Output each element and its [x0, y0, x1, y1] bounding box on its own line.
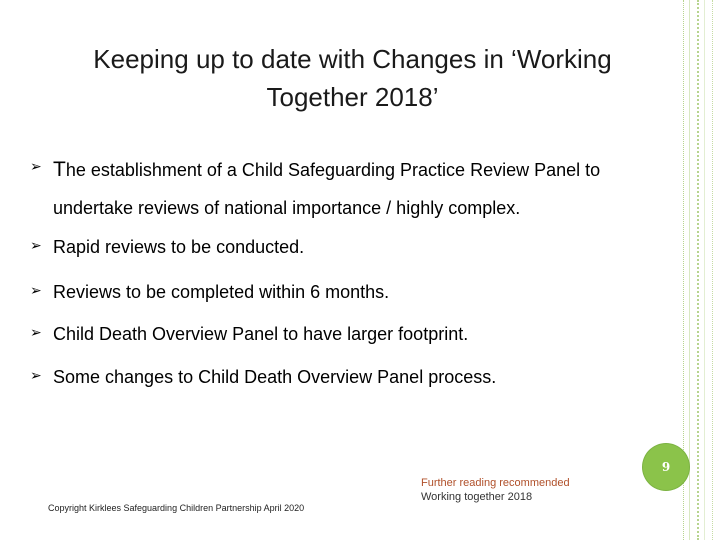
- footer-copyright: Copyright Kirklees Safeguarding Children Partnership April 2020: [48, 503, 305, 513]
- decorative-line: [712, 0, 713, 540]
- arrow-bullet-icon: ➢: [30, 367, 42, 383]
- bullet-continuation: undertake reviews of national importance / highly complex.: [53, 198, 521, 218]
- arrow-bullet-icon: ➢: [30, 158, 42, 174]
- arrow-bullet-icon: ➢: [30, 324, 42, 340]
- bullet-text: Reviews to be completed within 6 months.: [53, 282, 390, 302]
- arrow-bullet-icon: ➢: [30, 237, 42, 253]
- bullet-text: Rapid reviews to be conducted.: [53, 237, 305, 257]
- arrow-bullet-icon: ➢: [30, 282, 42, 298]
- slide-title: Keeping up to date with Changes in ‘Working Together 2018’: [93, 44, 612, 112]
- bullet-text: Some changes to Child Death Overview Panel process.: [53, 367, 497, 387]
- decorative-line: [704, 0, 705, 540]
- bullet-text: [53, 158, 600, 182]
- reading-title: Working together 2018: [421, 491, 533, 503]
- bullet-text-rest: he establishment of a Child Safeguarding Practice Review Panel to: [65, 160, 601, 180]
- decorative-line: [697, 0, 699, 540]
- footer-reading: [421, 476, 570, 504]
- reading-recommendation: Further reading recommended: [421, 477, 570, 489]
- bullet-text: Child Death Overview Panel to have larger footprint.: [53, 324, 469, 344]
- decorative-line: [689, 0, 690, 540]
- page-number-badge: 9: [643, 444, 689, 490]
- bullet-lead-letter: T: [53, 158, 66, 181]
